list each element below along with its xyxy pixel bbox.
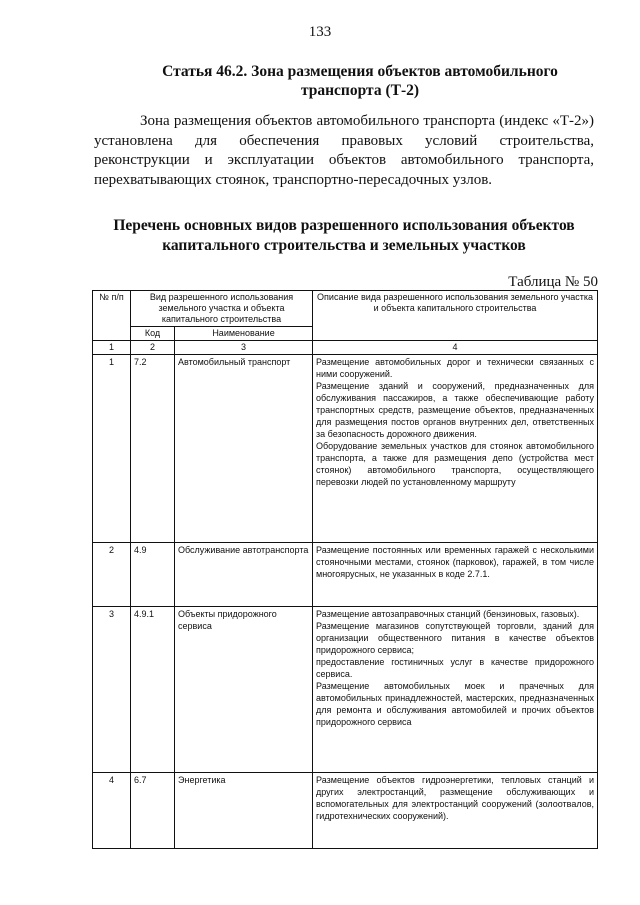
column-number: 4 [313, 341, 598, 355]
article-title-line: Статья 46.2. Зона размещения объектов автомобильного [162, 63, 558, 80]
header-name: Наименование [175, 327, 313, 341]
header-code: Код [131, 327, 175, 341]
description-paragraph: Размещение зданий и сооружений, предназначенных для обслуживания пассажиров, а также обеспечивающие работу транспортных средств, размещение объектов, предназначенных для размещения постов органов внутренних дел, ответственных за безопасность дорожного движения. [316, 381, 595, 439]
row-name: Объекты придорожного сервиса [175, 607, 313, 773]
article-title [140, 62, 580, 100]
page-number: 133 [308, 24, 332, 40]
table-row [93, 355, 598, 543]
row-code: 6.7 [131, 773, 175, 849]
description-paragraph: предоставление гостиничных услуг в качестве придорожного сервиса. [316, 657, 595, 679]
list-title [94, 216, 594, 256]
description-paragraph: Размещение автомобильных моек и прачечных для автомобильных принадлежностей, мастерских, предназначенных для ремонта и обслуживания автомобилей и прочих объектов придорожного сервиса [316, 681, 595, 727]
header-description: Описание вида разрешенного использования земельного участка и объекта капитального строительства [313, 291, 598, 341]
row-code: 4.9.1 [131, 607, 175, 773]
header-num: № п/п [93, 291, 131, 341]
table-row [93, 543, 598, 607]
row-description [313, 355, 598, 543]
row-description [313, 607, 598, 773]
column-number: 1 [93, 341, 131, 355]
row-name: Автомобильный транспорт [175, 355, 313, 543]
row-name: Обслуживание автотранспорта [175, 543, 313, 607]
column-number: 2 [131, 341, 175, 355]
description-paragraph: Размещение магазинов сопутствующей торговли, зданий для организации общественного питания в качестве объектов придорожного сервиса; [316, 621, 595, 655]
table-row [93, 607, 598, 773]
table-label: Таблица № 50 [508, 274, 598, 290]
description-paragraph: Оборудование земельных участков для стоянок автомобильного транспорта, а также для размещения депо (устройства мест стоянок) автомобильного транспорта, осуществляющего перевозки людей по установленному маршруту [316, 441, 595, 487]
row-description [313, 773, 598, 849]
intro-paragraph: Зона размещения объектов автомобильного транспорта (индекс «Т-2») установлена для обеспечения правовых условий строительства, реконструкции и эксплуатации объектов автомобильного транспорта, перехватывающих стоянок, транспортно-пересадочных узлов. [94, 113, 594, 188]
row-number: 3 [93, 607, 131, 773]
land-use-table [92, 290, 598, 849]
table-row [93, 773, 598, 849]
row-number: 2 [93, 543, 131, 607]
row-number: 1 [93, 355, 131, 543]
list-title-line: капитального строительства и земельных участков [162, 237, 526, 254]
row-code: 4.9 [131, 543, 175, 607]
header-kind: Вид разрешенного использования земельного участка и объекта капитального строительства [131, 291, 313, 327]
row-code: 7.2 [131, 355, 175, 543]
description-paragraph: Размещение автозаправочных станций (бензиновых, газовых). [316, 609, 580, 619]
row-name: Энергетика [175, 773, 313, 849]
description-paragraph: Размещение постоянных или временных гаражей с несколькими стояночными местами, стоянок (парковок), гаражей, в том числе многоярусных, не указанных в коде 2.7.1. [316, 545, 595, 579]
list-title-line: Перечень основных видов разрешенного использования объектов [113, 217, 575, 234]
row-description [313, 543, 598, 607]
description-paragraph: Размещение объектов гидроэнергетики, тепловых станций и других электростанций, размещение обслуживающих и вспомогательных для электростанций сооружений (золоотвалов, гидротехнических сооружений). [316, 775, 595, 821]
article-title-line: транспорта (Т-2) [300, 82, 420, 99]
row-number: 4 [93, 773, 131, 849]
description-paragraph: Размещение автомобильных дорог и технически связанных с ними сооружений. [316, 357, 595, 379]
column-number: 3 [175, 341, 313, 355]
